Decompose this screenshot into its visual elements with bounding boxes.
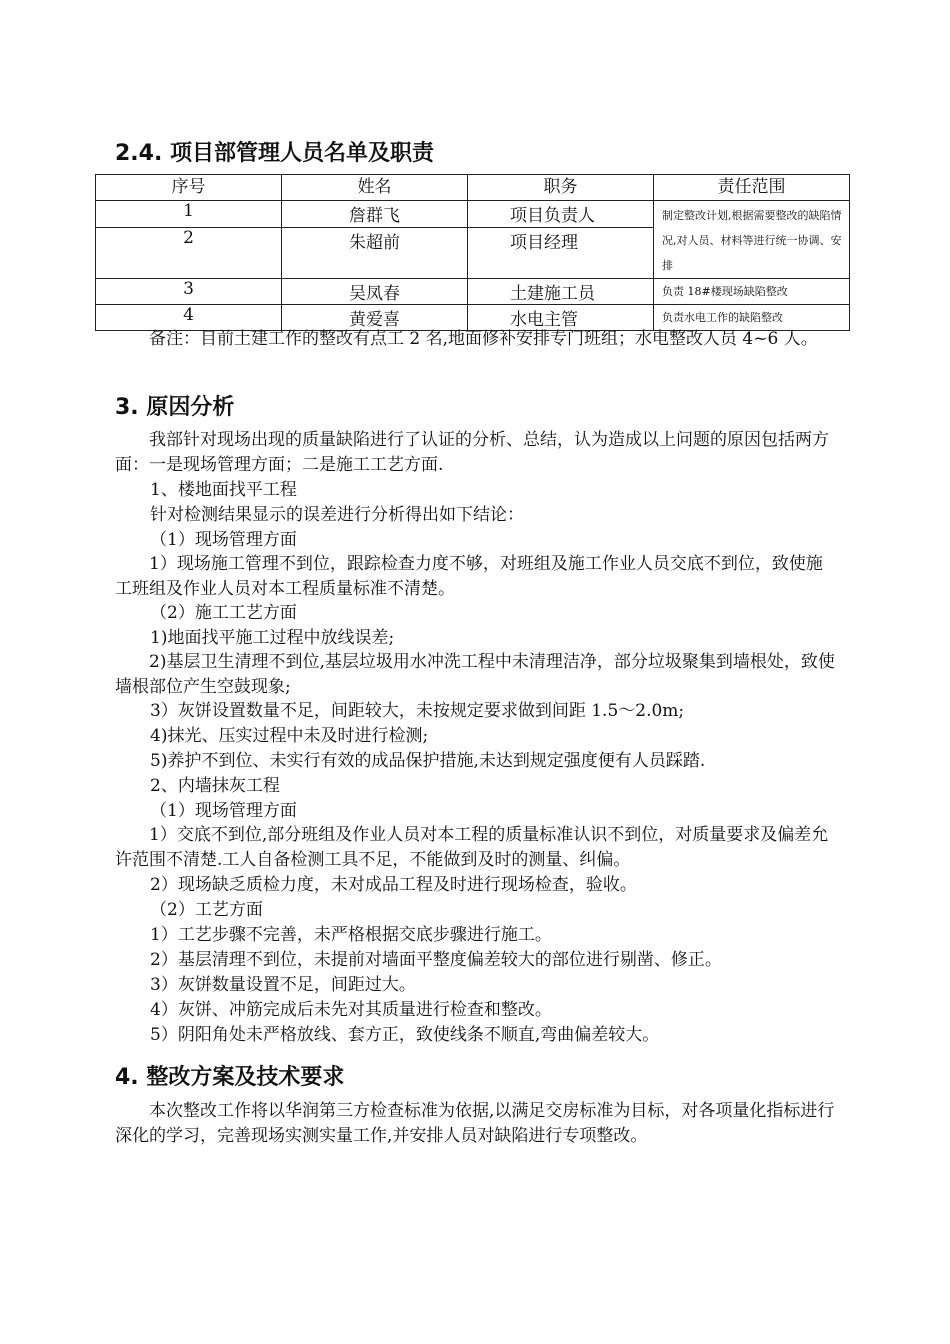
text-paragraph: 1）交底不到位,部分班组及作业人员对本工程的质量标准认识不到位，对质量要求及偏差允许范围不清楚.工人自备检测工具不足，不能做到及时的测量、纠偏。 [115,825,829,870]
cell-role: 项目经理 [468,228,654,279]
cell-no: 2 [96,228,282,279]
section-4-intro: 本次整改工作将以华润第三方检查标准为依据,以满足交房标准为目标，对各项量化指标进行深化的学习，完善现场实测实量工作,并安排人员对缺陷进行专项整改。 [115,1101,835,1146]
text-paragraph: 针对检测结果显示的误差进行分析得出如下结论： [150,505,524,525]
text-paragraph: 2）现场缺乏质检力度，未对成品工程及时进行现场检查，验收。 [150,875,637,895]
header-duty: 责任范围 [654,175,850,201]
text-paragraph: 5)养护不到位、未实行有效的成品保护措施,未达到规定强度便有人员踩踏. [150,751,706,771]
subheading-site-management: （1）现场管理方面 [150,530,297,550]
item-wall-plastering: 2、内墙抹灰工程 [150,776,280,796]
section-2-4-heading: 2.4. 项目部管理人员名单及职责 [115,141,434,166]
section-3-intro: 我部针对现场出现的质量缺陷进行了认证的分析、总结，认为造成以上问题的原因包括两方面：一是现场管理方面；二是施工工艺方面. [115,430,829,475]
cell-role: 水电主管 [468,305,654,331]
cell-no: 1 [96,201,282,228]
header-name: 姓名 [282,175,468,201]
text-paragraph: 4）灰饼、冲筋完成后未先对其质量进行检查和整改。 [150,1000,552,1020]
header-no: 序号 [96,175,282,201]
table-row [96,279,850,305]
staff-table [95,174,850,331]
cell-no: 4 [96,305,282,331]
text-paragraph: 3）灰饼设置数量不足，间距较大，未按规定要求做到间距 1.5～2.0m; [150,701,685,721]
text-paragraph: 2）基层清理不到位，未提前对墙面平整度偏差较大的部位进行剔凿、修正。 [150,950,722,970]
section-4-heading: 4. 整改方案及技术要求 [115,1065,345,1090]
header-role: 职务 [468,175,654,201]
cell-role: 土建施工员 [468,279,654,305]
subheading-process: （2）工艺方面 [150,900,263,920]
table-header-row [96,175,850,201]
cell-duty: 负责水电工作的缺陷整改 [654,305,850,331]
section-3-heading: 3. 原因分析 [115,395,235,420]
cell-duty: 负责 18#楼现场缺陷整改 [654,279,850,305]
table-note: 备注：目前土建工作的整改有点工 2 名,地面修补安排专门班组；水电整改人员 4~6 人。 [149,329,818,349]
subheading-process: （2）施工工艺方面 [150,603,297,623]
cell-duty-merged: 制定整改计划,根据需要整改的缺陷情况,对人员、材料等进行统一协调、安排 [654,201,850,279]
text-paragraph: 5）阴阳角处未严格放线、套方正，致使线条不顺直,弯曲偏差较大。 [150,1025,660,1045]
text-paragraph: 3）灰饼数量设置不足，间距过大。 [150,975,416,995]
cell-name: 詹群飞 [282,201,468,228]
cell-no: 3 [96,279,282,305]
text-paragraph: 1）现场施工管理不到位，跟踪检查力度不够，对班组及施工作业人员交底不到位，致使施工班组及作业人员对本工程质量标准不清楚。 [115,554,823,599]
text-paragraph: 1)地面找平施工过程中放线误差; [150,628,395,648]
cell-role: 项目负责人 [468,201,654,228]
cell-name: 吴凤春 [282,279,468,305]
cell-name: 黄爱喜 [282,305,468,331]
cell-name: 朱超前 [282,228,468,279]
text-paragraph: 4)抹光、压实过程中未及时进行检测; [150,726,429,746]
text-paragraph: 2)基层卫生清理不到位,基层垃圾用水冲洗工程中未清理洁净，部分垃圾聚集到墙根处，致使墙根部位产生空鼓现象; [115,652,835,697]
item-floor-leveling: 1、楼地面找平工程 [150,480,297,500]
table-row [96,201,850,228]
subheading-site-management: （1）现场管理方面 [150,801,297,821]
text-paragraph: 1）工艺步骤不完善，未严格根据交底步骤进行施工。 [150,925,552,945]
